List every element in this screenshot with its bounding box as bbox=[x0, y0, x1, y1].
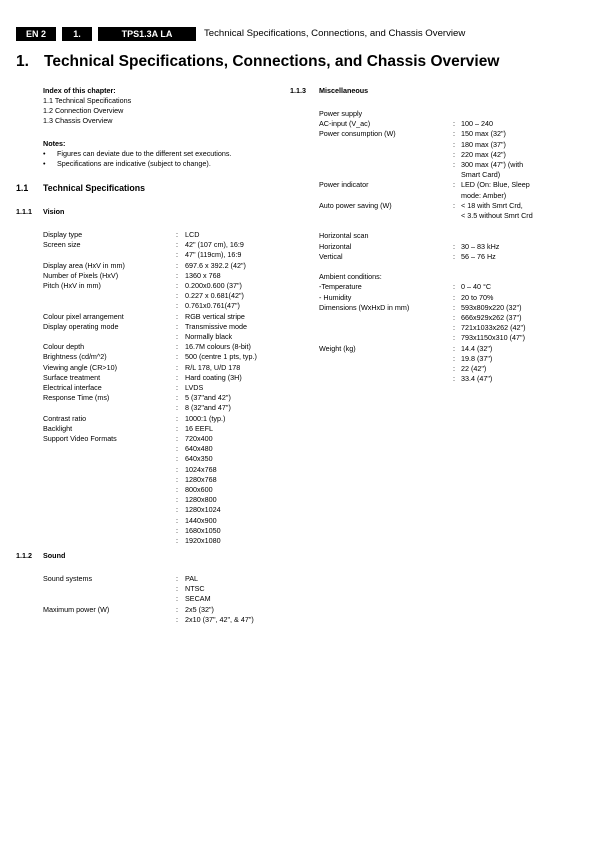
spec-value: 500 (centre 1 pts, typ.) bbox=[185, 352, 257, 362]
spec-colon: : bbox=[176, 423, 178, 433]
spec-colon: : bbox=[453, 251, 455, 261]
note-item: Specifications are indicative (subject to change). bbox=[57, 159, 211, 169]
spec-colon: : bbox=[176, 464, 178, 474]
spec-colon: : bbox=[176, 270, 178, 280]
spec-label: Colour pixel arrangement bbox=[43, 311, 124, 321]
spec-colon: : bbox=[176, 474, 178, 484]
spec-colon: : bbox=[453, 180, 455, 190]
spec-colon: : bbox=[176, 250, 178, 260]
spec-value: 1024x768 bbox=[185, 464, 217, 474]
spec-colon: : bbox=[176, 594, 178, 604]
spec-value: 16.7M colours (8-bit) bbox=[185, 342, 251, 352]
spec-value: < 3.5 without Smrt Crd bbox=[461, 211, 533, 220]
spec-label: Display area (HxV in mm) bbox=[43, 260, 125, 270]
spec-value: 1280x800 bbox=[185, 495, 217, 505]
spec-value: 640x480 bbox=[185, 444, 213, 454]
spec-colon: : bbox=[176, 413, 178, 423]
spec-colon: : bbox=[176, 515, 178, 525]
spec-label: Display type bbox=[43, 230, 83, 239]
spec-colon: : bbox=[453, 374, 455, 384]
spec-colon: : bbox=[176, 362, 178, 372]
spec-value: 721x1033x262 (42") bbox=[461, 323, 526, 333]
spec-value: 150 max (32") bbox=[461, 129, 506, 139]
section-title: Technical Specifications bbox=[43, 183, 146, 193]
bullet-icon: • bbox=[43, 159, 46, 169]
spec-label: Screen size bbox=[43, 240, 81, 250]
spec-colon: : bbox=[453, 139, 455, 149]
spec-colon: : bbox=[176, 614, 178, 624]
spec-colon: : bbox=[176, 260, 178, 270]
spec-label: Power supply bbox=[319, 109, 363, 118]
spec-label: Sound systems bbox=[43, 574, 93, 583]
spec-colon: : bbox=[176, 281, 178, 290]
spec-label: Colour depth bbox=[43, 342, 85, 352]
spec-value: 640x350 bbox=[185, 454, 213, 464]
running-header-title: Technical Specifications, Connections, and Chassis Overview bbox=[204, 28, 466, 39]
spec-colon: : bbox=[176, 383, 178, 392]
spec-value: 56 – 76 Hz bbox=[461, 251, 496, 261]
spec-colon: : bbox=[176, 444, 178, 454]
spec-value: 666x929x262 (37") bbox=[461, 313, 522, 322]
spec-value: PAL bbox=[185, 574, 199, 583]
spec-colon: : bbox=[176, 301, 178, 311]
model-tab: TPS1.3A LA bbox=[98, 27, 196, 41]
spec-value: R/L 178, U/D 178 bbox=[185, 362, 241, 372]
spec-label: Power indicator bbox=[319, 180, 369, 190]
spec-label: Horizontal bbox=[319, 241, 352, 251]
spec-colon: : bbox=[176, 536, 178, 545]
index-item: 1.3 Chassis Overview bbox=[43, 116, 113, 126]
spec-value: 2x5 (32") bbox=[185, 604, 214, 614]
subsection-title-vision: Vision bbox=[43, 207, 65, 216]
spec-colon: : bbox=[453, 323, 455, 333]
spec-value: Transmissive mode bbox=[185, 321, 248, 331]
spec-label: Display operating mode bbox=[43, 321, 119, 331]
spec-value: 220 max (42") bbox=[461, 149, 506, 159]
spec-colon: : bbox=[176, 352, 178, 362]
spec-colon: : bbox=[176, 393, 178, 403]
spec-value: 180 max (37") bbox=[461, 139, 506, 149]
spec-value: NTSC bbox=[185, 584, 205, 594]
subsection-number-sound: 1.1.2 bbox=[16, 551, 32, 560]
spec-value: Normally black bbox=[185, 332, 233, 341]
spec-label: Support Video Formats bbox=[43, 434, 117, 443]
spec-colon: : bbox=[453, 364, 455, 373]
spec-label: -Temperature bbox=[319, 282, 362, 292]
spec-label: - Humidity bbox=[319, 292, 352, 302]
spec-value: 1280x768 bbox=[185, 474, 217, 484]
spec-label: Weight (kg) bbox=[319, 343, 356, 353]
chapter-title-text: Technical Specifications, Connections, and Chassis Overview bbox=[44, 53, 500, 70]
spec-label: Contrast ratio bbox=[43, 413, 87, 423]
spec-colon: : bbox=[176, 291, 178, 301]
spec-value: 800x600 bbox=[185, 485, 213, 494]
index-item: 1.1 Technical Specifications bbox=[43, 96, 132, 105]
bullet-icon: • bbox=[43, 149, 46, 158]
subsection-number-vision: 1.1.1 bbox=[16, 207, 32, 216]
spec-colon: : bbox=[176, 240, 178, 250]
chapter-number-tab: 1. bbox=[62, 27, 92, 41]
spec-value: 793x1150x310 (47") bbox=[461, 333, 525, 343]
spec-colon: : bbox=[453, 149, 455, 159]
spec-label: Vertical bbox=[319, 251, 343, 261]
chapter-title bbox=[16, 53, 499, 71]
spec-label: Brightness (cd/m^2) bbox=[43, 352, 107, 362]
spec-value: 47" (119cm), 16:9 bbox=[185, 250, 242, 260]
spec-value: 33.4 (47") bbox=[461, 374, 493, 384]
spec-label: Backlight bbox=[43, 423, 73, 433]
spec-value: 20 to 70% bbox=[461, 292, 494, 302]
spec-value: 0.200x0.600 (37") bbox=[185, 281, 242, 290]
section-number: 1.1 bbox=[16, 183, 29, 193]
spec-value: 593x809x220 (32") bbox=[461, 302, 522, 312]
spec-colon: : bbox=[453, 302, 455, 312]
spec-value: 5 (37"and 42") bbox=[185, 393, 231, 403]
spec-value: 720x400 bbox=[185, 434, 213, 443]
spec-colon: : bbox=[453, 241, 455, 251]
spec-value: 0.227 x 0.681(42") bbox=[185, 291, 244, 301]
spec-value: 0 – 40 °C bbox=[461, 282, 492, 292]
note-item: Figures can deviate due to the different set executions. bbox=[57, 149, 232, 158]
spec-colon: : bbox=[453, 353, 455, 363]
spec-colon: : bbox=[176, 403, 178, 413]
spec-label: Pitch (HxV in mm) bbox=[43, 281, 101, 290]
spec-value: 16 EEFL bbox=[185, 423, 213, 433]
spec-value: 1920x1080 bbox=[185, 536, 221, 545]
spec-label: Power consumption (W) bbox=[319, 129, 396, 139]
spec-value: 100 – 240 bbox=[461, 119, 493, 129]
page-number-tab: EN 2 bbox=[16, 27, 56, 41]
spec-value: 300 max (47") (with bbox=[461, 160, 524, 169]
spec-value: SECAM bbox=[185, 594, 211, 604]
spec-value: 22 (42") bbox=[461, 364, 487, 373]
spec-colon: : bbox=[176, 342, 178, 352]
spec-value: 697.6 x 392.2 (42") bbox=[185, 260, 246, 270]
spec-label: Horizontal scan bbox=[319, 231, 369, 241]
spec-colon: : bbox=[176, 485, 178, 494]
spec-value: Hard coating (3H) bbox=[185, 372, 242, 382]
subsection-title-sound: Sound bbox=[43, 551, 66, 560]
spec-value: RGB vertical stripe bbox=[185, 311, 245, 321]
spec-value: mode: Amber) bbox=[461, 190, 507, 200]
spec-label: Response Time (ms) bbox=[43, 393, 110, 403]
spec-colon: : bbox=[453, 129, 455, 139]
spec-colon: : bbox=[176, 454, 178, 464]
notes-heading: Notes: bbox=[43, 139, 66, 148]
spec-colon: : bbox=[453, 119, 455, 129]
spec-value: Smart Card) bbox=[461, 170, 501, 180]
spec-colon: : bbox=[176, 505, 178, 515]
spec-value: 1280x1024 bbox=[185, 505, 221, 515]
spec-colon: : bbox=[176, 495, 178, 505]
spec-value: 19.8 (37") bbox=[461, 353, 493, 363]
spec-value: 1000:1 (typ.) bbox=[185, 413, 226, 423]
spec-value: LED (On: Blue, Sleep bbox=[461, 180, 530, 190]
spec-label: Auto power saving (W) bbox=[319, 200, 392, 210]
spec-colon: : bbox=[176, 584, 178, 594]
spec-value: 42" (107 cm), 16:9 bbox=[185, 240, 244, 250]
spec-value: 1360 x 768 bbox=[185, 270, 221, 280]
subsection-number-misc: 1.1.3 bbox=[290, 86, 306, 95]
spec-colon: : bbox=[176, 311, 178, 321]
spec-label: Electrical interface bbox=[43, 383, 102, 392]
spec-value: 1440x900 bbox=[185, 515, 217, 525]
spec-colon: : bbox=[176, 321, 178, 331]
index-heading: Index of this chapter: bbox=[43, 86, 116, 95]
spec-colon: : bbox=[176, 574, 178, 583]
spec-colon: : bbox=[453, 292, 455, 302]
spec-colon: : bbox=[176, 434, 178, 443]
spec-value: LCD bbox=[185, 230, 200, 239]
spec-value: 30 – 83 kHz bbox=[461, 241, 500, 251]
spec-label: Number of Pixels (HxV) bbox=[43, 270, 119, 280]
spec-colon: : bbox=[453, 343, 455, 353]
spec-colon: : bbox=[176, 525, 178, 535]
spec-colon: : bbox=[453, 200, 455, 210]
spec-colon: : bbox=[176, 230, 178, 239]
spec-label: Surface treatment bbox=[43, 372, 101, 382]
spec-colon: : bbox=[453, 313, 455, 322]
chapter-number: 1. bbox=[16, 53, 29, 70]
spec-value: < 18 with Smrt Crd, bbox=[461, 200, 523, 210]
spec-label: Viewing angle (CR>10) bbox=[43, 362, 117, 372]
spec-value: 2x10 (37", 42", & 47") bbox=[185, 614, 254, 624]
spec-colon: : bbox=[176, 604, 178, 614]
spec-value: 0.761x0.761(47") bbox=[185, 301, 240, 311]
index-item: 1.2 Connection Overview bbox=[43, 106, 124, 116]
spec-value: 14.4 (32") bbox=[461, 343, 493, 353]
spec-colon: : bbox=[176, 372, 178, 382]
spec-colon: : bbox=[453, 333, 455, 343]
spec-label: Ambient conditions: bbox=[319, 272, 382, 282]
spec-colon: : bbox=[453, 282, 455, 292]
spec-value: 8 (32"and 47") bbox=[185, 403, 231, 413]
spec-value: 1680x1050 bbox=[185, 525, 221, 535]
spec-colon: : bbox=[176, 332, 178, 341]
spec-label: Dimensions (WxHxD in mm) bbox=[319, 302, 410, 312]
spec-label: Maximum power (W) bbox=[43, 604, 110, 614]
spec-label: AC-input (V_ac) bbox=[319, 119, 371, 129]
subsection-title-misc: Miscellaneous bbox=[319, 86, 369, 95]
spec-value: LVDS bbox=[185, 383, 204, 392]
spec-colon: : bbox=[453, 160, 455, 169]
